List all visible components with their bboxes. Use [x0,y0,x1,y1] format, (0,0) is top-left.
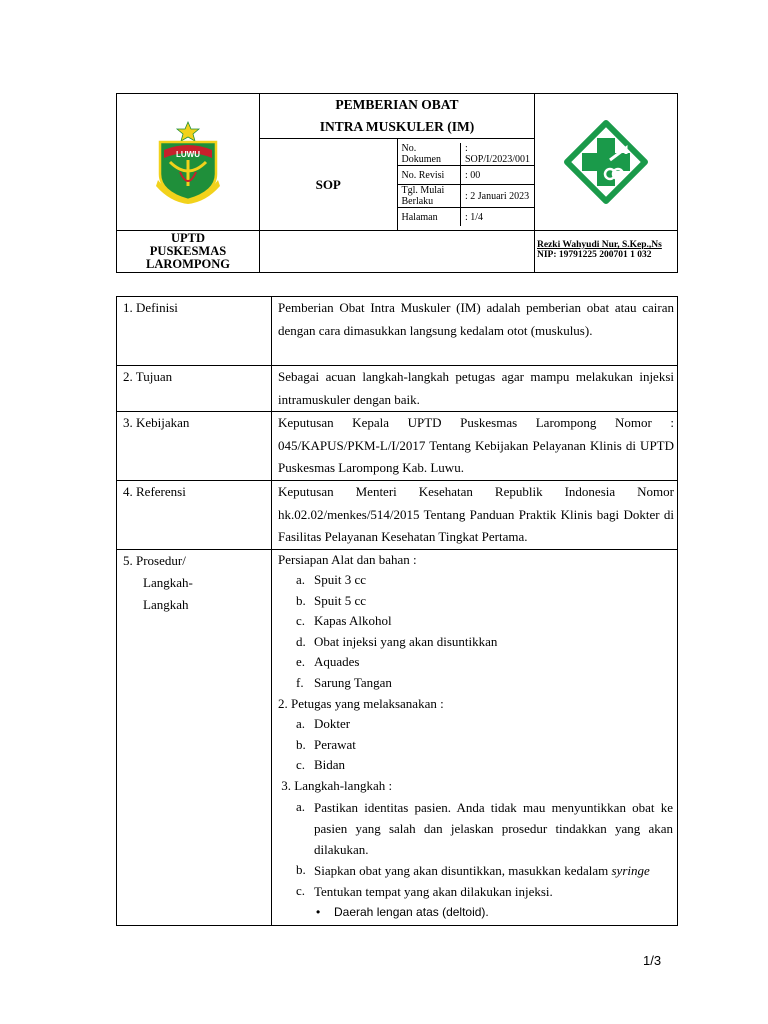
title-line-2: INTRA MUSKULER (IM) [319,119,475,134]
luwu-regency-emblem-icon [150,120,226,204]
section-prosedur [117,549,678,925]
meta-key: Tgl. Mulai Berlaku [398,185,461,208]
section-referensi [117,481,678,550]
section-text: Keputusan Kepala UPTD Puskesmas Larompong Nomor : 045/KAPUS/PKM-L/I/2017 Tentang Kebijakan Pelayanan Klinis di UPTD Puskesmas Larompong Kab. Luwu. [272,412,678,481]
empty-header-cell [260,231,535,273]
label-line: 5. Prosedur/ [123,552,186,568]
bullet-item: • Daerah lengan atas (deltoid). [278,902,673,923]
section-label: 1. Definisi [117,297,272,366]
org-line-2: PUSKESMAS [149,244,227,258]
step-item: c. Tentukan tempat yang akan dilakukan injeksi. [296,882,553,899]
page-number: 1/3 [643,953,662,968]
sop-label: SOP [260,139,398,231]
meta-key: No. Revisi [398,166,461,185]
org-line-1: UPTD [170,231,206,245]
meta-value: : 2 Januari 2023 [460,185,534,208]
signer-nip: NIP: 19791225 200701 1 032 [537,250,652,260]
prep-title: Persiapan Alat dan bahan : [278,551,417,567]
meta-key: Halaman [398,208,461,227]
bullet-icon: • [316,904,321,919]
section-label [117,549,272,925]
meta-value: : 00 [460,166,534,185]
puskesmas-logo-icon [564,120,648,204]
staff-title: 2. Petugas yang melaksanakan : [278,695,444,711]
list-item: b. Spuit 5 cc [296,592,366,608]
meta-value: : SOP/I/2023/001 [460,143,534,166]
list-item: a. Spuit 3 cc [296,572,366,588]
list-item: f. Sarung Tangan [296,675,392,691]
document-meta-table [398,143,535,226]
section-kebijakan [117,412,678,481]
sop-content-table [116,296,678,926]
list-item: c. Kapas Alkohol [296,613,392,629]
label-line: Langkah [143,596,189,612]
step-item: a. Pastikan identitas pasien. Anda tidak mau menyuntikkan obat ke pasien yang salah dan jelaskan prosedur tindakkan yang akan dilakukan. [296,798,673,857]
title-line-1: PEMBERIAN OBAT [335,97,459,112]
label-line: Langkah- [143,574,193,590]
list-item: c. Bidan [296,757,346,773]
kemkes-logo-cell [535,94,678,231]
section-text: Sebagai acuan langkah-langkah petugas agar mampu melakukan injeksi intramuskuler dengan baik. [272,366,678,412]
procedure-content [272,549,678,925]
section-text: Keputusan Menteri Kesehatan Republik Indonesia Nomor hk.02.02/menkes/514/2015 Tentang Panduan Praktik Klinis bagi Dokter di Fasilitas Pelayanan Kesehatan Tingkat Pertama. [272,481,678,550]
signer-name: Rezki Wahyudi Nur, S.Kep.,Ns [537,240,662,250]
meta-row [398,166,535,185]
list-item: d. Obat injeksi yang akan disuntikkan [296,633,498,649]
meta-row [398,208,535,227]
section-label: 3. Kebijakan [117,412,272,481]
step-item: b. Siapkan obat yang akan disuntikkan, masukkan kedalam syringe [296,861,650,878]
organization-name [117,231,260,273]
section-definisi [117,297,678,366]
sop-header-table [116,93,678,273]
document-meta-cell [397,139,535,231]
section-tujuan [117,366,678,412]
meta-row [398,143,535,166]
section-label: 4. Referensi [117,481,272,550]
luwu-logo-cell [117,94,260,231]
svg-text:LUWU: LUWU [176,150,200,159]
italic-term: syringe [611,862,650,878]
steps-title: 3. Langkah-langkah : [278,778,393,794]
org-line-3: LAROMPONG [145,257,231,271]
list-item: e. Aquades [296,654,360,670]
meta-row [398,185,535,208]
section-text: Pemberian Obat Intra Muskuler (IM) adalah pemberian obat atau cairan dengan cara dimasukkan langsung kedalam otot (muskulus). [272,297,678,366]
meta-value: : 1/4 [464,211,484,223]
document-title [260,94,535,139]
meta-key: No. Dokumen [398,143,461,166]
section-label: 2. Tujuan [117,366,272,412]
list-item: b. Perawat [296,736,356,752]
signer-block [535,231,678,273]
list-item: a. Dokter [296,716,351,732]
